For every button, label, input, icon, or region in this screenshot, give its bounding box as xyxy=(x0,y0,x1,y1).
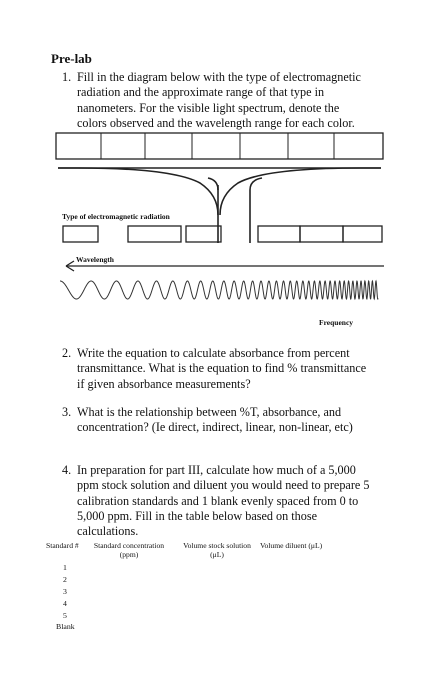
question-4 xyxy=(62,463,402,541)
question-2 xyxy=(62,346,402,393)
question-line: transmittance. What is the equation to find % transmittance xyxy=(77,361,367,376)
table-row-label: 1 xyxy=(63,563,67,572)
question-line: ppm stock solution and diluent you would need to prepare 5 xyxy=(77,478,370,493)
em-spectrum-diagram xyxy=(0,0,436,340)
question-line: Write the equation to calculate absorbance from percent xyxy=(77,346,350,360)
visible-spectrum-boxes xyxy=(56,133,383,159)
wavelength-label: Wavelength xyxy=(76,255,114,264)
question-number: 4. xyxy=(62,463,72,477)
radiation-type-label: Type of electromagnetic radiation xyxy=(62,212,170,221)
table-header-standard: Standard # xyxy=(46,541,79,550)
radiation-type-boxes xyxy=(63,226,382,242)
page-title: Pre-lab xyxy=(51,51,92,66)
question-line: 5,000 ppm. Fill in the table below based on those xyxy=(77,508,317,523)
table-header-concentration: Standard concentration (ppm) xyxy=(93,541,165,559)
question-line: if given absorbance measurements? xyxy=(77,376,251,391)
table-header-stock-volume: Volume stock solution (μL) xyxy=(183,541,251,559)
table-row-label: 2 xyxy=(63,575,67,584)
table-row-label: Blank xyxy=(56,622,75,631)
table-row-label: 4 xyxy=(63,599,67,608)
question-number: 3. xyxy=(62,405,72,419)
question-line: nanometers. For the visible light spectrum, denote the xyxy=(77,100,340,115)
question-line: colors observed and the wavelength range for each color. xyxy=(77,115,355,130)
question-line: calibration standards and 1 blank evenly spaced from 0 to xyxy=(77,493,359,508)
question-number: 1. xyxy=(62,70,72,84)
question-line: concentration? (Ie direct, indirect, linear, non-linear, etc) xyxy=(77,420,353,435)
funnel-connector xyxy=(58,168,381,243)
em-wave xyxy=(60,281,378,299)
table-header-diluent-volume: Volume diluent (μL) xyxy=(260,541,323,550)
table-row-label: 5 xyxy=(63,611,67,620)
question-number: 2. xyxy=(62,346,72,360)
question-line: In preparation for part III, calculate how much of a 5,000 xyxy=(77,463,356,477)
question-line: calculations. xyxy=(77,524,139,539)
question-line: What is the relationship between %T, absorbance, and xyxy=(77,405,342,419)
question-line: radiation and the approximate range of that type in xyxy=(77,85,325,100)
question-line: Fill in the diagram below with the type of electromagnetic xyxy=(77,70,361,84)
question-3 xyxy=(62,405,402,437)
table-row-label: 3 xyxy=(63,587,67,596)
frequency-label: Frequency xyxy=(319,318,354,327)
